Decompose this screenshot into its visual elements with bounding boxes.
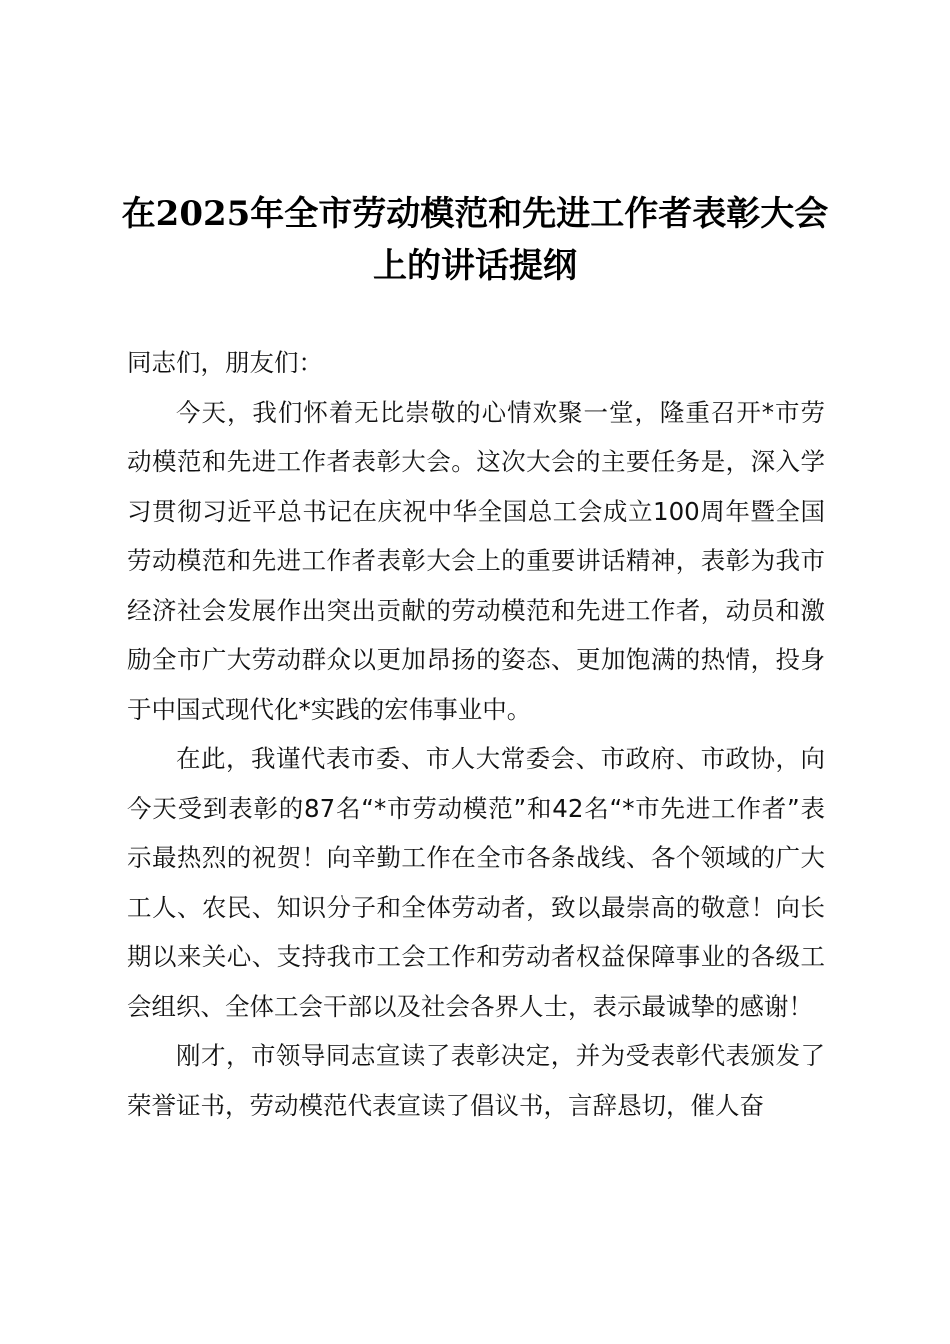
paragraph-ceremony: 刚才，市领导同志宣读了表彰决定，并为受表彰代表颁发了荣誉证书，劳动模范代表宣读了倡议书，言辞恳切，催人奋 [127, 1041, 825, 1120]
document-body [127, 338, 825, 1130]
salutation: 同志们，朋友们： [127, 348, 323, 377]
document-title: 在2025年全市劳动模范和先进工作者表彰大会上的讲话提纲 [121, 194, 829, 286]
paragraph-opening: 今天，我们怀着无比崇敬的心情欢聚一堂，隆重召开*市劳动模范和先进工作者表彰大会。这次大会的主要任务是，深入学习贯彻习近平总书记在庆祝中华全国总工会成立100周年暨全国劳动模范和先进工作者表彰大会上的重要讲话精神，表彰为我市经济社会发展作出突出贡献的劳动模范和先进工作者，动员和激励全市广大劳动群众以更加昂扬的姿态、更加饱满的热情，投身于中国式现代化*实践的宏伟事业中。 [127, 397, 825, 724]
paragraph-congratulations: 在此，我谨代表市委、市人大常委会、市政府、市政协，向今天受到表彰的87名“*市劳动模范”和42名“*市先进工作者”表示最热烈的祝贺！向辛勤工作在全市各条战线、各个领域的广大工人、农民、知识分子和全体劳动者，致以最崇高的敬意！向长期以来关心、支持我市工会工作和劳动者权益保障事业的各级工会组织、全体工会干部以及社会各界人士，表示最诚挚的感谢！ [127, 744, 825, 1021]
